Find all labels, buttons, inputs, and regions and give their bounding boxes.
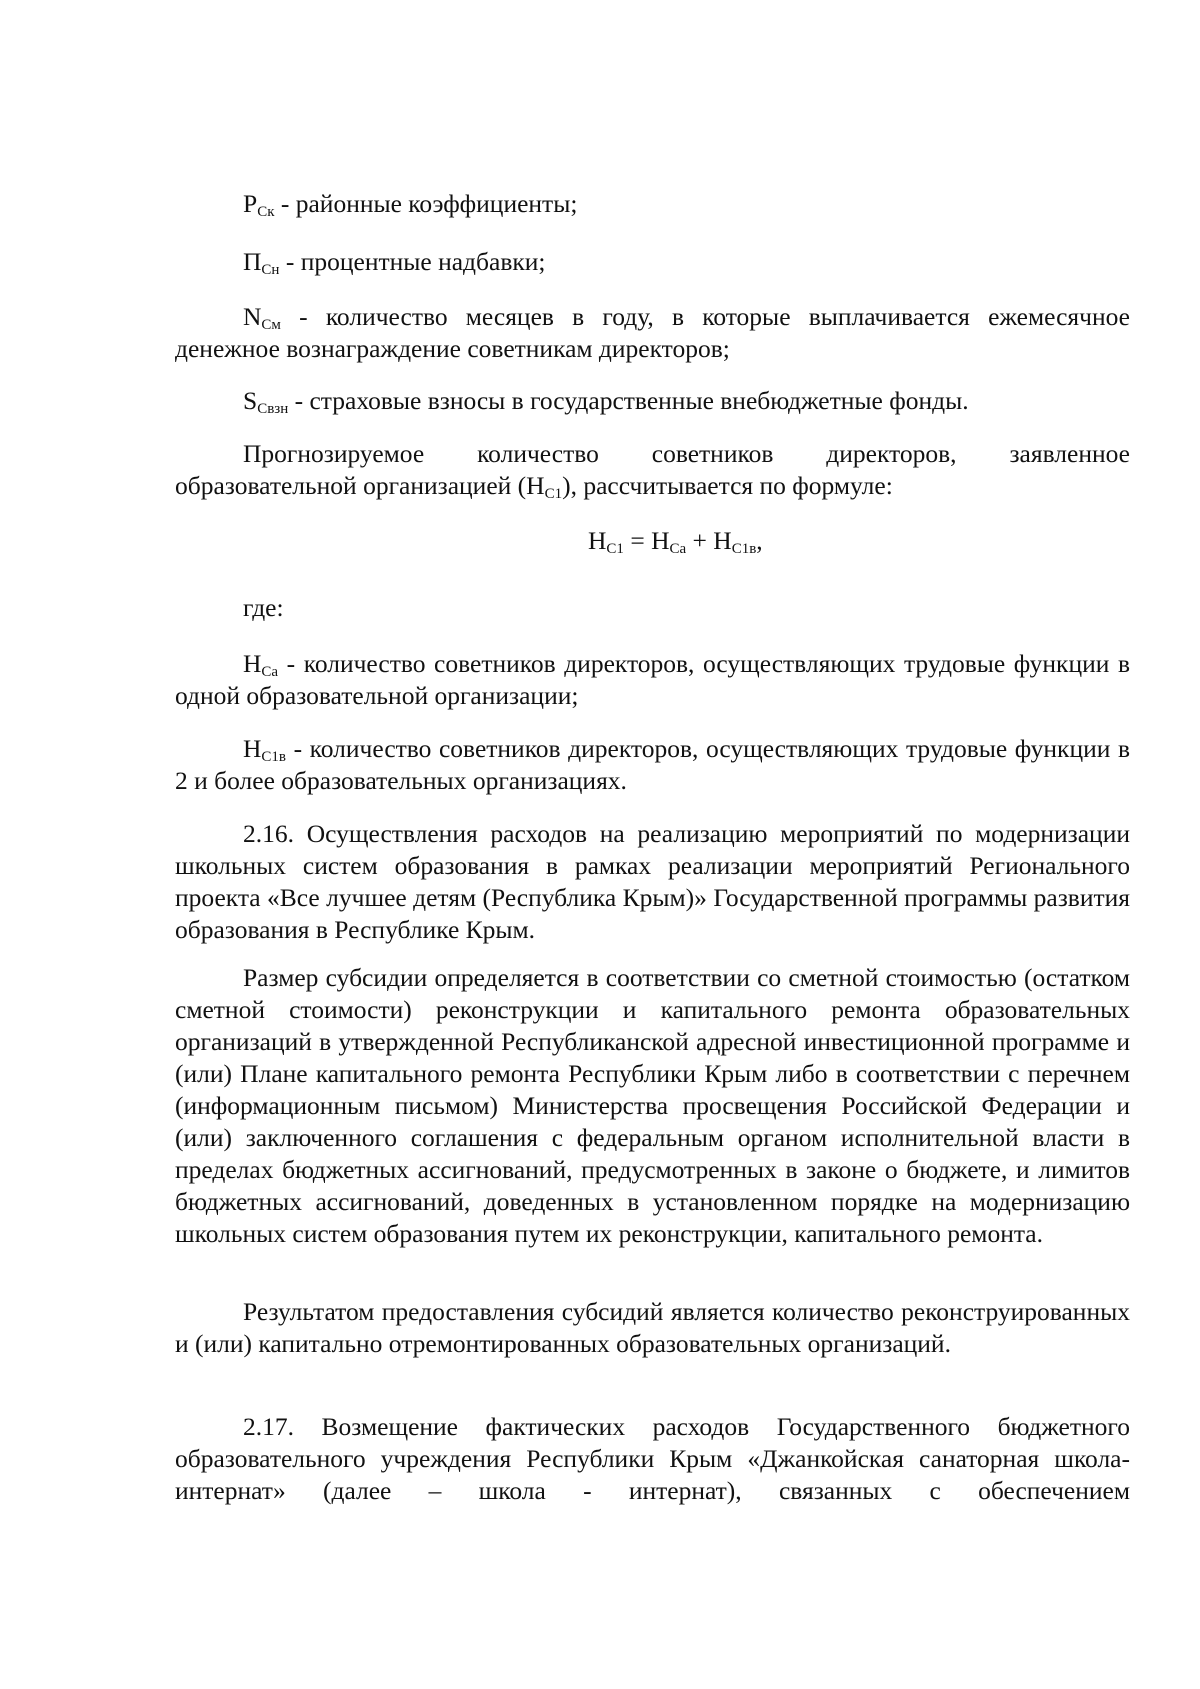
definition-text: - количество месяцев в году, в которые выплачивается ежемесячное денежное вознаграждение советникам директоров; [175,302,1130,363]
symbol-subscript: Ск [257,204,275,220]
definition-hs1v [175,733,1130,797]
intro-text-end: ), рассчитывается по формуле: [562,471,893,500]
forecast-intro-paragraph [175,438,1130,502]
definition-rsk [175,188,1130,220]
where-label: где: [243,593,284,622]
definition-ssvzn [175,385,1130,417]
symbol: Н [243,734,262,763]
symbol: S [243,386,258,415]
definition-text: - процентные надбавки; [279,247,546,276]
paragraph-2-17: 2.17. Возмещение фактических расходов Государственного бюджетного образовательного учреждения Республики Крым «Джанкойская санаторная школа-интернат» (далее – школа - интернат), связанных с обеспечением [175,1412,1130,1505]
definition-hsa [175,648,1130,712]
symbol-subscript: Са [261,664,279,680]
paragraph-subsidy-result: Результатом предоставления субсидий является количество реконструированных и (или) капитально отремонтированных образовательных организаций. [175,1297,1130,1358]
definition-text: - районные коэффициенты; [274,189,578,218]
symbol-subscript: См [261,317,281,333]
definition-psn [175,246,1130,278]
symbol-subscript: Свзн [257,401,289,417]
symbol: П [243,247,262,276]
paragraph-subsidy-size: Размер субсидии определяется в соответствии со сметной стоимостью (остатком сметной стоимости) реконструкции и капитального ремонта образовательных организаций в утвержденной Республиканской адресной инвестиционной программе и (или) Плане капитального ремонта Республики Крым либо в соответствии с перечнем (информационным письмом) Министерства просвещения Российской Федерации и (или) заключенного соглашения с федеральным органом исполнительной власти в пределах бюджетных ассигнований, предусмотренных в законе о бюджете, и лимитов бюджетных ассигнований, доведенных в установленном порядке на модернизацию школьных систем образования путем их реконструкции, капитального ремонта. [175,963,1130,1248]
symbol-subscript: С1в [261,749,287,765]
symbol: Р [243,189,258,218]
paragraph-2-16: 2.16. Осуществления расходов на реализацию мероприятий по модернизации школьных систем образования в рамках реализации мероприятий Регионального проекта «Все лучшее детям (Республика Крым)» Государственной программы развития образования в Республике Крым. [175,819,1130,944]
symbol-subscript: С1 [544,486,563,502]
symbol: N [243,302,262,331]
definition-nsm [175,301,1130,365]
symbol: Н [243,649,262,678]
definition-text: - страховые взносы в государственные внебюджетные фонды. [288,386,969,415]
symbol-subscript: Сн [261,262,280,278]
definition-text: - количество советников директоров, осуществляющих трудовые функции в 2 и более образовательных организациях. [175,734,1130,795]
formula: $Н_{С1} = Н_{Са} + Н_{С1в}$, [588,526,763,557]
intro-text: Прогнозируемое количество советников директоров, заявленное образовательной организацией (Н [175,439,1130,500]
definition-text: - количество советников директоров, осуществляющих трудовые функции в одной образовательной организации; [175,649,1130,710]
